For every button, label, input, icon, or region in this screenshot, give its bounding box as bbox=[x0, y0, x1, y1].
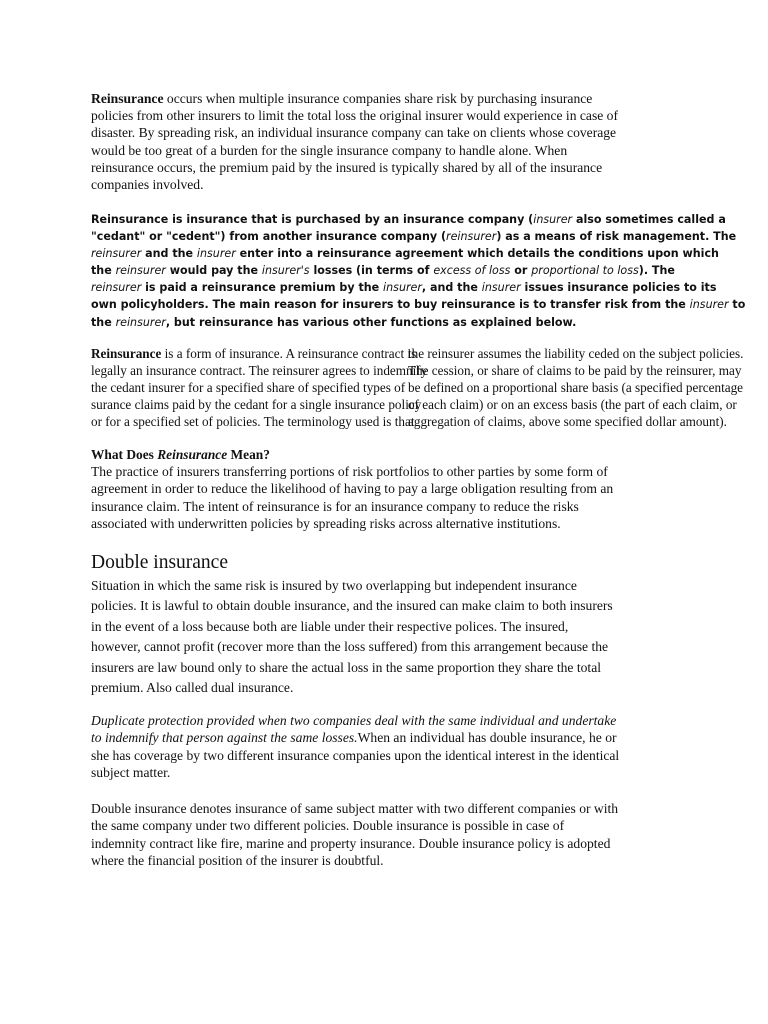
text-line: Double insurance denotes insurance of same subject matter with two different companies or with bbox=[91, 801, 619, 816]
text-line: "cedant" or "cedent") from another insurance company (reinsurer) as a means of risk management. The bbox=[91, 230, 737, 244]
text-line: surance claims paid by the cedant for a single insurance policy bbox=[91, 397, 422, 413]
reinsurance-paragraph-2 bbox=[91, 211, 746, 331]
text-line: Duplicate protection provided when two companies deal with the same individual and undertake bbox=[91, 713, 617, 728]
double-insurance-heading: Double insurance bbox=[91, 552, 228, 573]
text-line: disaster. By spreading risk, an individual insurance company can take on clients whose coverage bbox=[91, 125, 617, 141]
text-line: reinsurer and the insurer enter into a reinsurance agreement which details the conditions upon which bbox=[91, 247, 719, 261]
text-line: Situation in which the same risk is insured by two overlapping but independent insurance bbox=[91, 578, 577, 593]
text-line: own policyholders. The main reason for insurers to buy reinsurance is to transfer risk from the insurer to bbox=[91, 298, 746, 312]
text-line: reinsurance occurs, the premium paid by the insured is typically shared by all of the insurance bbox=[91, 159, 603, 175]
text-line: Reinsurance is a form of insurance. A reinsurance contract is bbox=[91, 346, 417, 361]
text-line: policies. It is lawful to obtain double insurance, and the insured can make claim to both insurers bbox=[91, 598, 613, 614]
reinsurance-definition-paragraph bbox=[91, 463, 691, 533]
reinsurance-paragraph-3-right bbox=[408, 345, 763, 430]
text-line: companies involved. bbox=[91, 177, 204, 193]
text-line: in the event of a loss because both are liable under their respective polices. The insured, bbox=[91, 618, 569, 634]
text-line: legally an insurance contract. The reinsurer agrees to indemnify bbox=[91, 363, 428, 379]
text-line: to indemnify that person against the same losses.When an individual has double insurance, he or bbox=[91, 730, 617, 746]
text-line: she has coverage by two different insurance companies upon the identical interest in the identical bbox=[91, 747, 620, 763]
text-line: The cession, or share of claims to be paid by the reinsurer, may bbox=[408, 363, 742, 379]
text-line: the reinsurer would pay the insurer's losses (in terms of excess of loss or proportional to loss). The bbox=[91, 264, 675, 278]
text-line: the same company under two different policies. Double insurance is possible in case of bbox=[91, 818, 565, 834]
text-line: premium. Also called dual insurance. bbox=[91, 680, 294, 696]
text-line: be defined on a proportional share basis (a specified percentage bbox=[408, 380, 744, 396]
text-line: the reinsurer assumes the liability ceded on the subject policies. bbox=[408, 346, 744, 361]
text-line: agreement in order to reduce the likelihood of having to pay a large obligation resulting from an bbox=[91, 481, 614, 497]
double-insurance-paragraph-2 bbox=[91, 712, 691, 782]
term-reinsurance: Reinsurance bbox=[91, 346, 162, 361]
text-line: The practice of insurers transferring portions of risk portfolios to other parties by some form of bbox=[91, 464, 608, 479]
text-line: aggregation of claims, above some specified dollar amount). bbox=[408, 414, 727, 430]
text-line: where the financial position of the insurer is doubtful. bbox=[91, 852, 384, 868]
text-line: insurance claim. The intent of reinsurance is for an insurance company to reduce the risks bbox=[91, 498, 579, 514]
term-reinsurance: Reinsurance bbox=[91, 91, 164, 106]
text-line: the cedant insurer for a specified share of specified types of bbox=[91, 380, 406, 396]
text-line: subject matter. bbox=[91, 765, 171, 781]
text-line: insurers are law bound only to share the actual loss in the same proportion they share the total bbox=[91, 659, 602, 675]
text-line: of each claim) or on an excess basis (the part of each claim, or bbox=[408, 397, 737, 413]
text-line: the reinsurer, but reinsurance has various other functions as explained below. bbox=[91, 315, 577, 329]
text-line: Reinsurance occurs when multiple insurance companies share risk by purchasing insurance bbox=[91, 91, 593, 106]
reinsurance-paragraph-3-left bbox=[91, 345, 436, 430]
what-does-reinsurance-mean-heading: What Does Reinsurance Mean? bbox=[91, 447, 270, 462]
reinsurance-paragraph-1 bbox=[91, 90, 691, 193]
text-line: associated with underwritten policies by spreading risks across alternative institutions. bbox=[91, 516, 561, 532]
text-line: however, cannot profit (recover more than the loss suffered) from this arrangement because the bbox=[91, 639, 609, 655]
text-line: or for a specified set of policies. The terminology used is that bbox=[91, 414, 415, 430]
double-insurance-paragraph-3 bbox=[91, 800, 691, 869]
text-line: would be too great of a burden for the single insurance company to handle alone. When bbox=[91, 142, 568, 158]
text-line: indemnity contract like fire, marine and property insurance. Double insurance policy is adopted bbox=[91, 835, 611, 851]
text-line: reinsurer is paid a reinsurance premium by the insurer, and the insurer issues insurance policies to its bbox=[91, 281, 717, 295]
double-insurance-paragraph-1 bbox=[91, 576, 691, 698]
text-line: policies from other insurers to limit the total loss the original insurer would experience in case of bbox=[91, 108, 618, 124]
text-line: Reinsurance is insurance that is purchased by an insurance company (insurer also sometimes called a bbox=[91, 213, 726, 226]
